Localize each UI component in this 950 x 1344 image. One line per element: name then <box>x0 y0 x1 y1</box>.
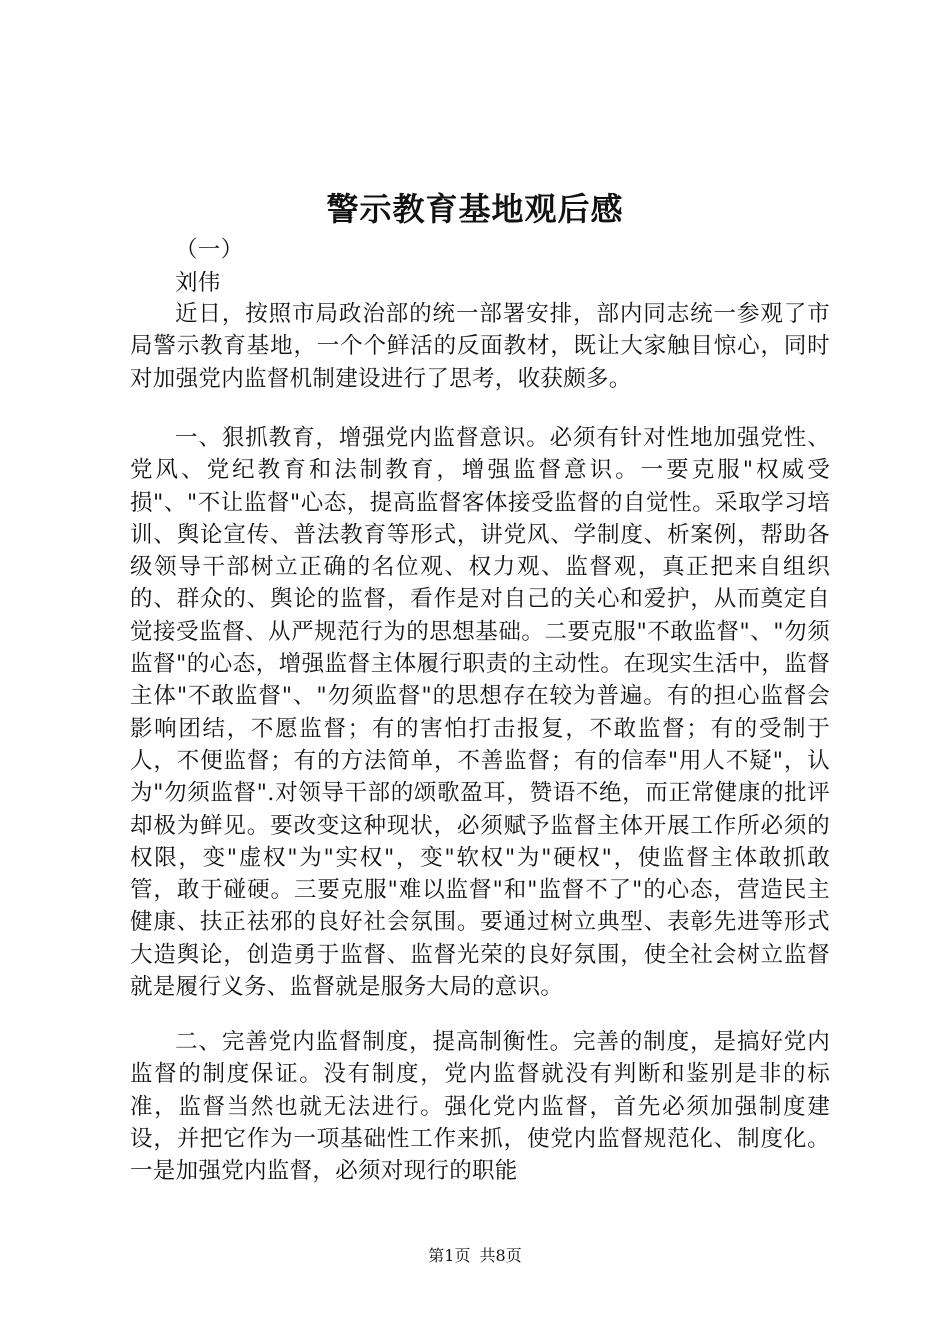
page-total: 共8页 <box>479 1246 522 1265</box>
section-number: （一） <box>175 237 244 263</box>
document-title: 警示教育基地观后感 <box>326 190 624 228</box>
author-name: 刘伟 <box>175 270 221 296</box>
paragraph-intro: 近日，按照市局政治部的统一部署安排，部内同志统一参观了市局警示教育基地，一个个鲜活的反面教材，既让大家触目惊心，同时对加强党内监督机制建设进行了思考，收获颇多。 <box>130 301 830 392</box>
page-footer <box>0 1246 950 1266</box>
page-number: 第1页 <box>428 1246 471 1265</box>
paragraph-section-two: 二、完善党内监督制度，提高制衡性。完善的制度，是搞好党内监督的制度保证。没有制度，党内监督就没有判断和鉴别是非的标准，监督当然也就无法进行。强化党内监督，首先必须加强制度建设，并把它作为一项基础性工作来抓，使党内监督规范化、制度化。一是加强党内监督，必须对现行的职能 <box>130 1029 830 1185</box>
paragraph-section-one: 一、狠抓教育，增强党内监督意识。必须有针对性地加强党性、党风、党纪教育和法制教育，增强监督意识。一要克服"权威受损"、"不让监督"心态，提高监督客体接受监督的自觉性。采取学习培训、舆论宣传、普法教育等形式，讲党风、学制度、析案例，帮助各级领导干部树立正确的名位观、权力观、监督观，真正把来自组织的、群众的、舆论的监督，看作是对自己的关心和爱护，从而奠定自觉接受监督、从严规范行为的思想基础。二要克服"不敢监督"、"勿须监督"的心态，增强监督主体履行职责的主动性。在现实生活中，监督主体"不敢监督"、"勿须监督"的思想存在较为普遍。有的担心监督会影响团结，不愿监督；有的害怕打击报复，不敢监督；有的受制于人，不便监督；有的方法简单，不善监督；有的信奉"用人不疑"，认为"勿须监督".对领导干部的颂歌盈耳，赞语不绝，而正常健康的批评却极为鲜见。要改变这种现状，必须赋予监督主体开展工作所必须的权限，变"虚权"为"实权"，变"软权"为"硬权"，使监督主体敢抓敢管，敢于碰硬。三要克服"难以监督"和"监督不了"的心态，营造民主健康、扶正祛邪的良好社会氛围。要通过树立典型、表彰先进等形式大造舆论，创造勇于监督、监督光荣的良好氛围，使全社会树立监督就是履行义务、监督就是服务大局的意识。 <box>130 425 830 1001</box>
